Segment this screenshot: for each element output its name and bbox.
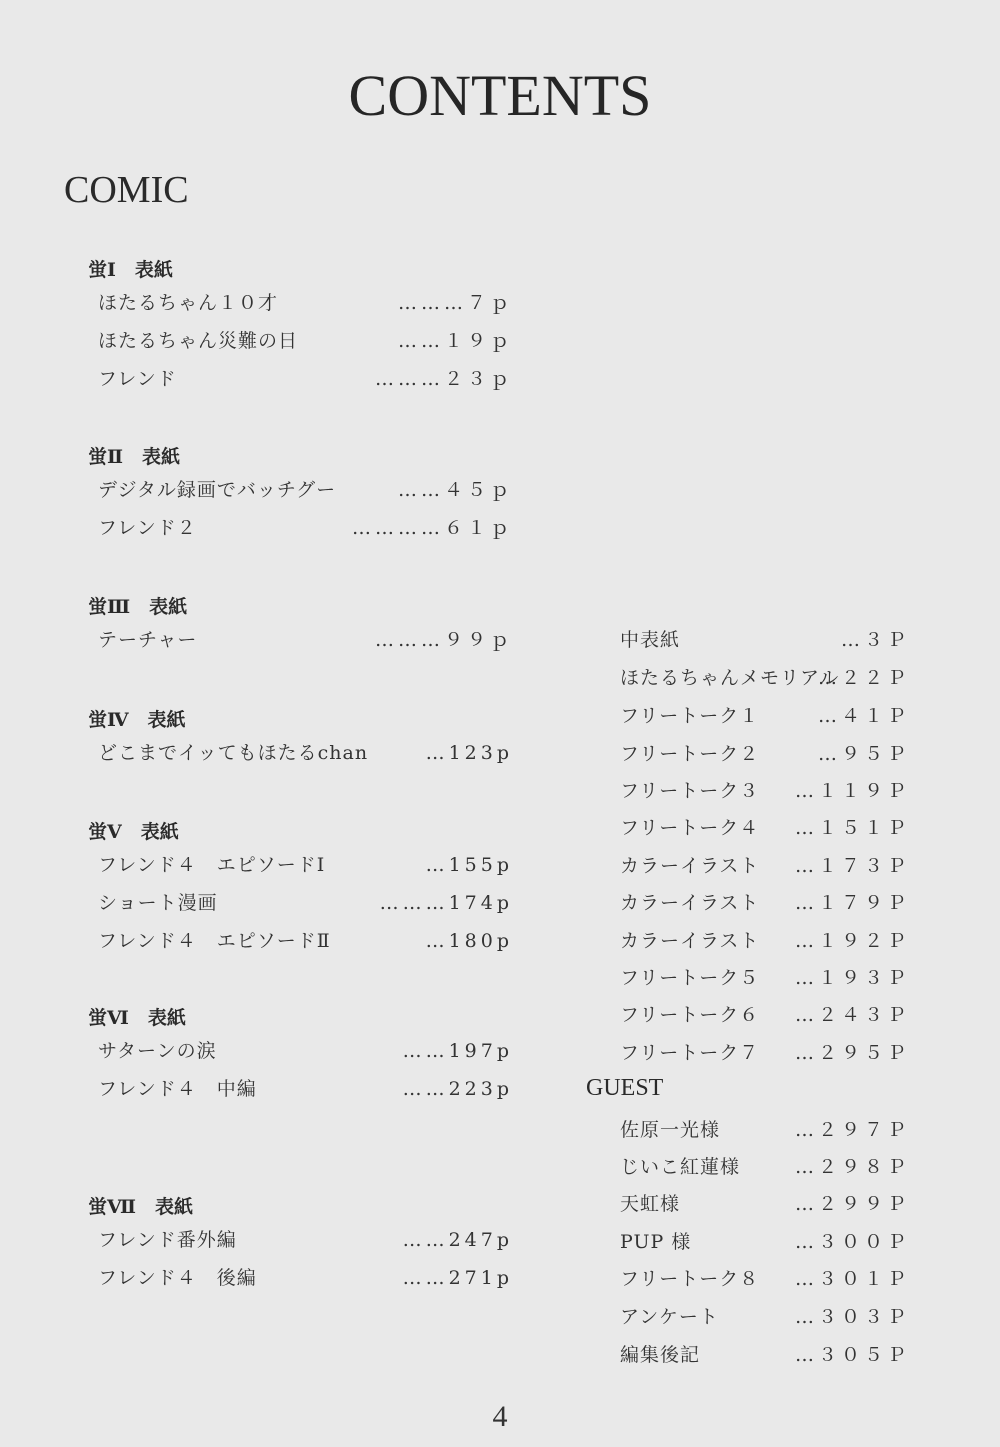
entry-title: フレンド [98, 368, 177, 390]
entry-page: ……247p [402, 1229, 513, 1251]
entry-page: ………７ｐ [397, 292, 513, 314]
entry-title: ほたるちゃん１０才 [98, 292, 279, 314]
entry-title: PUP 様 [620, 1231, 692, 1253]
entry-title: どこまでイッてもほたるchan [98, 742, 369, 764]
section-heading: 蛍Ⅶ 表紙 [88, 1196, 193, 1218]
toc-entry [620, 926, 910, 956]
entry-page: …１７９Ｐ [794, 892, 910, 914]
entry-page: …３００Ｐ [794, 1231, 910, 1253]
entry-title: カラーイラスト [620, 892, 760, 914]
toc-entry [98, 1036, 513, 1066]
entry-title: フレンド４ 中編 [98, 1078, 257, 1100]
entry-page: …４１Ｐ [817, 705, 910, 727]
entry-title: ショート漫画 [98, 892, 218, 914]
entry-page: …２２Ｐ [817, 667, 910, 689]
toc-entry [98, 738, 513, 768]
toc-entry [620, 963, 910, 993]
toc-entry [98, 288, 513, 318]
toc-entry [98, 364, 513, 394]
entry-title: 中表紙 [620, 629, 681, 651]
entry-page: …１１９Ｐ [794, 780, 910, 802]
toc-entry [620, 1038, 910, 1068]
entry-title: テーチャー [98, 629, 198, 651]
toc-entry [620, 1302, 910, 1332]
entry-title: カラーイラスト [620, 855, 760, 877]
toc-entry [98, 1074, 513, 1104]
toc-entry [620, 663, 910, 693]
entry-page: ………174p [379, 892, 513, 914]
comic-heading: COMIC [64, 169, 189, 211]
entry-page: …123p [425, 742, 513, 764]
entry-title: フリートーク３ [620, 780, 760, 802]
toc-entry [620, 1000, 910, 1030]
entry-page: …１７３Ｐ [794, 855, 910, 877]
toc-entry [98, 1263, 513, 1293]
toc-entry [620, 1340, 910, 1370]
entry-page: ……１９ｐ [397, 330, 513, 352]
toc-entry [98, 1225, 513, 1255]
entry-title: フリートーク７ [620, 1042, 760, 1064]
entry-page: …180p [425, 930, 513, 952]
entry-title: ほたるちゃんメモリアル [620, 667, 840, 689]
entry-title: 天虹様 [620, 1193, 681, 1215]
toc-entry [620, 1264, 910, 1294]
entry-page: …１９３Ｐ [794, 967, 910, 989]
entry-page: …２９８Ｐ [794, 1156, 910, 1178]
toc-entry [98, 475, 513, 505]
entry-title: フリートーク４ [620, 817, 760, 839]
entry-page: …２９７Ｐ [794, 1119, 910, 1141]
entry-page: ……４５ｐ [397, 479, 513, 501]
section-heading: 蛍Ⅲ 表紙 [88, 596, 188, 618]
entry-page: ……271p [402, 1267, 513, 1289]
entry-title: フリートーク５ [620, 967, 760, 989]
entry-page: …155p [425, 854, 513, 876]
entry-title: 編集後記 [620, 1344, 701, 1366]
page-number: 4 [492, 1400, 508, 1433]
entry-title: アンケート [620, 1306, 719, 1328]
toc-entry [620, 813, 910, 843]
toc-entry [98, 326, 513, 356]
entry-title: フリートーク６ [620, 1004, 760, 1026]
entry-page: …………６１ｐ [351, 517, 513, 539]
entry-title: フレンド２ [98, 517, 197, 539]
entry-title: ほたるちゃん災難の日 [98, 330, 299, 352]
entry-title: フレンド４ エピソードⅡ [98, 930, 331, 952]
toc-entry [620, 1189, 910, 1219]
entry-title: フリートーク８ [620, 1268, 760, 1290]
toc-entry [620, 1115, 910, 1145]
entry-page: ……223p [402, 1078, 513, 1100]
toc-entry [620, 1227, 910, 1257]
entry-page: …３０５Ｐ [794, 1344, 910, 1366]
entry-page: …１９２Ｐ [794, 930, 910, 952]
entry-title: じいこ紅蓮様 [620, 1156, 741, 1178]
toc-entry [98, 850, 513, 880]
toc-entry [620, 851, 910, 881]
toc-entry [98, 888, 513, 918]
toc-entry [98, 625, 513, 655]
entry-title: カラーイラスト [620, 930, 760, 952]
page-title: CONTENTS [348, 63, 652, 128]
entry-title: 佐原一光様 [620, 1119, 721, 1141]
entry-page: …２９５Ｐ [794, 1042, 910, 1064]
toc-entry [98, 513, 513, 543]
toc-entry [620, 1152, 910, 1182]
entry-title: デジタル録画でバッチグー [98, 479, 337, 501]
entry-title: フレンド４ エピソードⅠ [98, 854, 326, 876]
entry-page: …３０１Ｐ [794, 1268, 910, 1290]
toc-entry [620, 625, 910, 655]
section-heading: 蛍Ⅴ 表紙 [88, 821, 179, 843]
entry-page: …３Ｐ [840, 629, 910, 651]
entry-title: フレンド番外編 [98, 1229, 237, 1251]
entry-page: …２４３Ｐ [794, 1004, 910, 1026]
entry-page: …１５１Ｐ [794, 817, 910, 839]
entry-page: ………２３ｐ [374, 368, 513, 390]
entry-page: ………９９ｐ [374, 629, 513, 651]
entry-title: フリートーク２ [620, 743, 760, 765]
guest-heading: GUEST [586, 1075, 664, 1101]
section-heading: 蛍Ⅳ 表紙 [88, 709, 186, 731]
entry-title: フリートーク１ [620, 705, 760, 727]
entry-page: …９５Ｐ [817, 743, 910, 765]
section-heading: 蛍Ⅱ 表紙 [88, 446, 181, 468]
entry-title: サターンの涙 [98, 1040, 217, 1062]
entry-title: フレンド４ 後編 [98, 1267, 257, 1289]
entry-page: …３０３Ｐ [794, 1306, 910, 1328]
toc-entry [620, 739, 910, 769]
section-heading: 蛍Ⅵ 表紙 [88, 1007, 186, 1029]
toc-entry [620, 701, 910, 731]
toc-entry [620, 888, 910, 918]
section-heading: 蛍Ⅰ 表紙 [88, 259, 173, 281]
toc-entry [98, 926, 513, 956]
toc-entry [620, 776, 910, 806]
entry-page: …２９９Ｐ [794, 1193, 910, 1215]
entry-page: ……197p [402, 1040, 513, 1062]
